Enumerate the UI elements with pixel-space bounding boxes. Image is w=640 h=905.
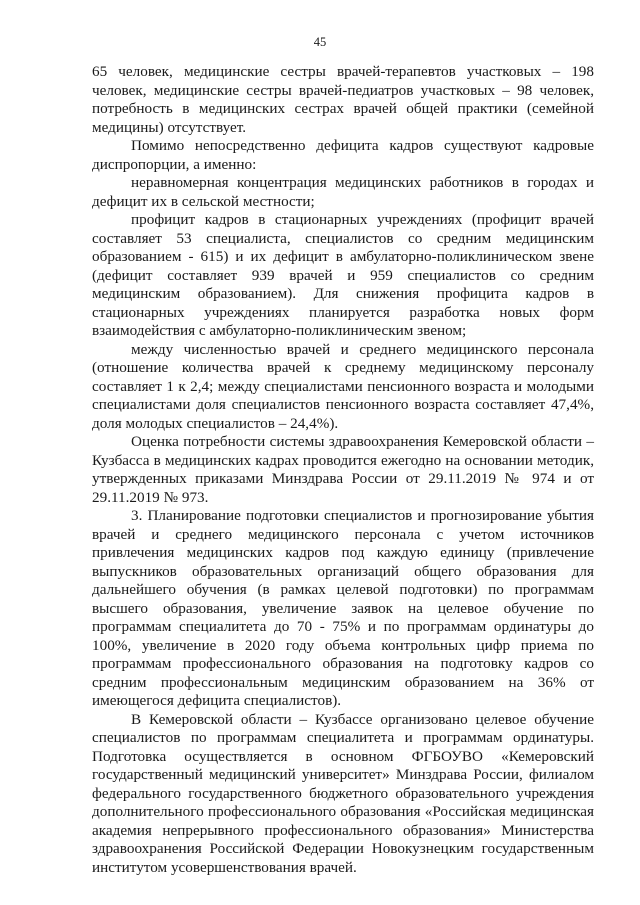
page-number: 45 bbox=[313, 35, 327, 49]
paragraph-staff-ratio: между численностью врачей и среднего медицинского персонала (отношение количества врачей к среднему медицинскому персоналу составляет 1 к 2,4; между специалистами пенсионного возраста и молодыми специалистами доля специалистов пенсионного возраста составляет 47,4%, доля молодых специалистов – 24,4%). bbox=[92, 340, 594, 432]
document-body bbox=[92, 63, 594, 877]
paragraph-targeted-training: В Кемеровской области – Кузбассе организовано целевое обучение специалистов по программам специалитета и программам ординатуры. Подготовка осуществляется в основном ФГБОУВО «Кемеровский государственный медицинский университет» Минздрава России, филиалом федерального государственного бюджетного образовательного учреждения дополнительного профессионального образования «Российская медицинская академия непрерывного профессионального образования» Министерства здравоохранения Российской Федерации Новокузнецким государственным институтом усовершенствования врачей. bbox=[92, 710, 594, 876]
paragraph-continuation: 65 человек, медицинские сестры врачей-терапевтов участковых – 198 человек, медицинские сестры врачей-педиатров участковых – 98 человек, потребность в медицинских сестрах врачей общей практики (семейной медицины) отсутствует. bbox=[92, 63, 594, 136]
paragraph-staff-surplus: профицит кадров в стационарных учреждениях (профицит врачей составляет 53 специалиста, специалистов со средним медицинским образованием - 615) и их дефицит в амбулаторно-поликлиническом звене (дефицит составляет 939 врачей и 959 специалистов со средним медицинским образованием). Для снижения профицита кадров в стационарных учреждениях планируется разработка новых форм взаимодействия с амбулаторно-поликлиническим звеном; bbox=[92, 211, 594, 339]
paragraph-training-planning: 3. Планирование подготовки специалистов и прогнозирование убытия врачей и среднего медицинского персонала с учетом источников привлечения медицинских кадров под каждую единицу (привлечение выпускников образовательных организаций общего образования для дальнейшего обучения (в рамках целевой подготовки) по программам высшего образования, увеличение заявок на целевое обучение по программам специалитета до 70 - 75% и по программам ординатуры до 100%, увеличение в 2020 году объема контрольных цифр приема по программам профессионального образования на подготовку кадров со средним профессиональным медицинским образованием на 36% от имеющегося дефицита специалистов). bbox=[92, 507, 594, 709]
paragraph-uneven-concentration: неравномерная концентрация медицинских работников в городах и дефицит их в сельской местности; bbox=[92, 174, 594, 210]
paragraph-needs-assessment: Оценка потребности системы здравоохранения Кемеровской области – Кузбасса в медицинских кадрах проводится ежегодно на основании методик, утвержденных приказами Минздрава России от 29.11.2019 № 974 и от 29.11.2019 № 973. bbox=[92, 433, 594, 506]
paragraph-disproportions-intro: Помимо непосредственно дефицита кадров существуют кадровые диспропорции, а именно: bbox=[92, 137, 594, 173]
